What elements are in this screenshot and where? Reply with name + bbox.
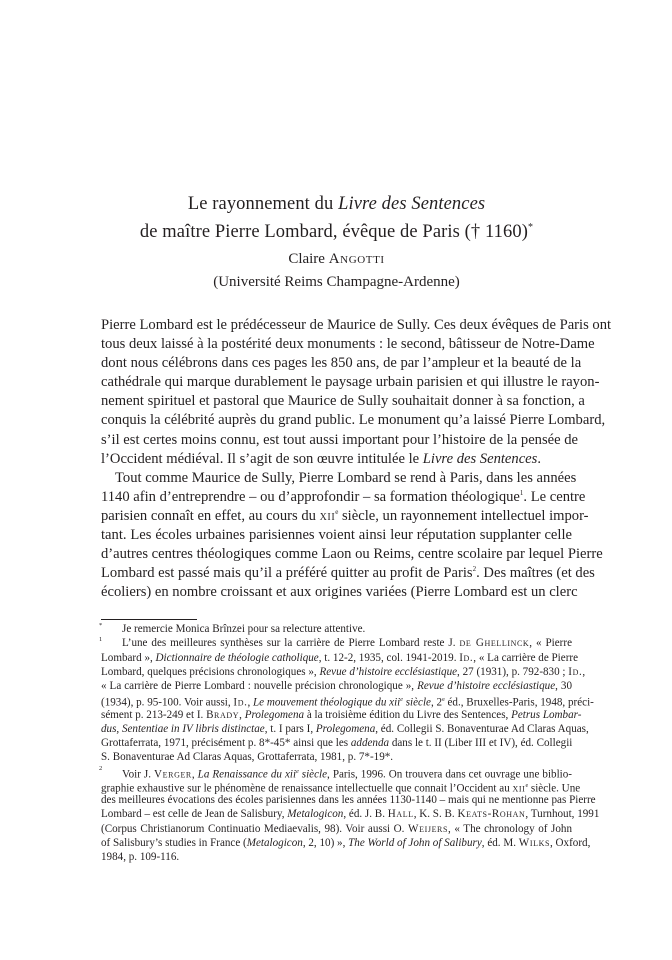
ibid: Id. (459, 651, 474, 664)
text: , 2 (430, 696, 443, 709)
footnote-ref-1[interactable]: 1 (519, 488, 524, 497)
footnote-mark: 2 (99, 764, 103, 772)
text: , 2, 10) », (302, 836, 349, 849)
text: , Turnhout, 1991 (525, 808, 600, 821)
italic-word: addenda (350, 737, 390, 749)
footnotes (99, 622, 600, 864)
text: L’une des meilleures synthèses sur la carrière de Pierre Lombard reste J. (122, 637, 460, 650)
century-numeral: xii (319, 507, 336, 524)
text: , (239, 708, 245, 721)
text: 1140 afin d’entreprendre – ou d’approfondir – sa formation théologique (101, 488, 520, 505)
italic-title: Dictionnaire de théologie catholique (155, 651, 319, 664)
body-line: écoliers) en nombre croissant et aux origines variées (Pierre Lombard est un clerc (101, 584, 578, 601)
text: , éd. J. B. (343, 808, 388, 821)
text: , éd. Collegii S. Bonaventurae Ad Claras Aquas, (375, 722, 589, 735)
footnote-2-line (101, 779, 581, 795)
title-line-1 (101, 192, 572, 216)
text: éd., Bruxelles-Paris, 1948, préci- (444, 696, 594, 709)
body-line: Pierre Lombard est le prédécesseur de Maurice de Sully. Ces deux évêques de Paris ont (101, 317, 612, 333)
text: . Le centre (523, 488, 586, 505)
text: dans le t. II (Liber III et IV), éd. Collegii (389, 737, 573, 749)
title-text: de maître Pierre Lombard, évêque de Paris († 1160) (139, 222, 528, 243)
footnote-2-line (101, 822, 572, 836)
text: Lombard – est celle de Jean de Salisbury, (101, 808, 288, 821)
body-line: d’autres centres théologiques comme Laon ou Reims, centre scolaire par lequel Pierre (101, 546, 603, 563)
footnote-2-line: 1984, p. 109-116. (101, 851, 180, 863)
body-line: dont nous célébrons dans ces pages les 850 ans, de par l’ampleur et la beauté de la (101, 355, 582, 372)
text: , Paris, 1996. On trouvera dans cet ouvrage une biblio- (327, 768, 572, 781)
footnote-mark: 1 (99, 636, 103, 644)
italic-title: siècle (402, 696, 431, 709)
footnote-1-line (101, 636, 572, 650)
body-line (101, 488, 586, 507)
text: , (582, 665, 586, 678)
text: , (247, 696, 253, 709)
text: Lombard », (101, 651, 156, 664)
superscript: e (335, 507, 339, 516)
text: Grottaferrata, 1971, précisément p. 8*-45* ainsi que les (101, 737, 351, 749)
text: , Oxford, (550, 836, 591, 849)
footnote-2-line (101, 807, 600, 821)
text: Voir J. (122, 768, 155, 781)
text: l’Occident médiéval. Il s’agit de son œuvre intitulée le (101, 450, 423, 467)
text: , t. 12-2, 1935, col. 1941-2019. (318, 651, 460, 664)
body-text (101, 316, 612, 602)
footnote-star (101, 622, 572, 636)
text: « La carrière de Pierre Lombard : nouvelle précision chronologique », (101, 680, 418, 692)
text: Je remercie Monica Brînzei pour sa relecture attentive. (122, 623, 366, 635)
editor-name: Hall (387, 808, 414, 821)
footnote-2-line: des meilleures évocations des écoles parisiennes dans les années 1130-1140 – mais qui ne mentionne pas Pierre (101, 794, 596, 806)
superscript: e (400, 697, 403, 704)
superscript: e (525, 782, 529, 789)
footnote-1-line (101, 708, 582, 722)
title-italic-work: Livre des Sentences (338, 194, 486, 214)
footnote-1-line (101, 679, 572, 693)
text: , (191, 768, 198, 781)
superscript: e (296, 768, 299, 775)
footnote-2-line (101, 765, 572, 779)
text: Lombard, quelques précisions chronologiques », (101, 665, 320, 678)
footnote-mark: * (99, 622, 103, 629)
ibid: Id. (568, 665, 583, 678)
text: (Corpus Christianorum Continuatio Mediaevalis, 98). Voir aussi O. (101, 822, 409, 835)
body-line: cathédrale qui marque durablement le paysage urbain parisien et qui illustre le rayon- (101, 374, 600, 391)
text: , « La carrière de Pierre (473, 651, 579, 664)
footnote-1-line (101, 651, 579, 665)
italic-title: Metalogicon (287, 808, 344, 821)
body-line: s’il est certes moins connu, est tout aussi important pour l’histoire de la pensée de (101, 431, 579, 448)
footnote-ref-2[interactable]: 2 (472, 565, 477, 574)
author-last-name: Angotti (328, 251, 385, 267)
author-name (101, 248, 572, 271)
text: . Des maîtres (et des (476, 565, 595, 582)
text: graphie exhaustive sur le phénomène de renaissance intellectuelle que connait l’Occident au (101, 782, 513, 795)
author-name: de Ghellinck (459, 637, 530, 650)
italic-title: siècle (298, 768, 328, 781)
text: , K. S. B. (413, 808, 458, 821)
text: . (537, 450, 541, 467)
article-title (101, 192, 572, 244)
century-numeral: xii (512, 782, 526, 795)
title-line-2 (101, 216, 572, 244)
body-line (101, 450, 572, 469)
text: parisien connaît en effet, au cours du (101, 507, 320, 524)
text: (1934), p. 95-100. Voir aussi, (101, 696, 234, 709)
author-name: Brady (206, 708, 240, 721)
text: , éd. M. (481, 836, 519, 849)
text: siècle, un rayonnement intellectuel impor- (338, 507, 589, 524)
italic-title: The World of John of Salibury (348, 836, 482, 849)
text: , « The chronology of John (448, 822, 572, 835)
italic-title: Le mouvement théologique du xii (253, 696, 401, 709)
footnote-1-line (101, 736, 572, 750)
text: , « Pierre (529, 637, 572, 650)
author-first-name: Claire (288, 251, 329, 267)
ibid: Id. (233, 696, 248, 709)
footnote-1-line (101, 693, 594, 709)
text: sément p. 213-249 et I. (101, 708, 207, 721)
text: Lombard est passé mais qu’il a préféré quitter au profit de Paris (101, 565, 473, 582)
author-name: Verger (154, 768, 192, 781)
italic-title: Revue d’histoire ecclésiastique (319, 665, 458, 678)
author-affiliation: (Université Reims Champagne-Ardenne) (213, 274, 460, 290)
editor-name: Keats-Rohan (457, 808, 526, 821)
body-line: nement spirituel et pastoral que Maurice de Sully souhaitait donner à sa fonction, a (101, 393, 585, 410)
text: of Salisbury’s studies in France ( (101, 836, 247, 849)
footnote-1-line (101, 722, 589, 736)
editor-name: Wilks (518, 836, 550, 849)
body-line: tous deux laissé à la postérité deux monuments : le second, bâtisseur de Notre-Dame (101, 336, 595, 353)
title-text: Le rayonnement du (187, 194, 339, 214)
italic-title: Petrus Lombar- (511, 708, 582, 721)
italic-title: dus, Sententiae in IV libris distinctae (101, 722, 265, 735)
text: , 30 (555, 680, 573, 692)
author-block (101, 248, 572, 294)
superscript: e (442, 697, 445, 704)
text: à la troisième édition du Livre des Sentences, (304, 708, 512, 721)
author-name: Weijers (408, 822, 449, 835)
body-line (101, 564, 595, 583)
footnote-2-line (101, 836, 591, 850)
italic-work-title: Livre des Sentences (422, 450, 538, 467)
italic-title: Revue d’histoire ecclésiastique (417, 680, 556, 692)
text: , 27 (1931), p. 792-830 ; (457, 665, 569, 678)
footnote-1-line (101, 665, 586, 679)
footnote-separator (101, 619, 197, 620)
body-line: Tout comme Maurice de Sully, Pierre Lombard se rend à Paris, dans les années (115, 469, 577, 486)
footnote-1-line: S. Bonaventurae Ad Claras Aquas, Grottaferrata, 1981, p. 7*-19*. (101, 751, 394, 764)
body-line: conquis la célébrité auprès du grand public. Le monument qu’a laissé Pierre Lombard, (101, 412, 606, 429)
body-line: tant. Les écoles urbaines parisiennes voient ainsi leur réputation supplanter celle (101, 527, 572, 544)
text: siècle. Une (528, 782, 581, 795)
text: , t. I pars I, (264, 722, 316, 735)
body-line (101, 507, 589, 526)
italic-title: Prolegomena (315, 722, 376, 735)
italic-title: Metalogicon (246, 836, 303, 849)
italic-title: La Renaissance du xii (197, 768, 297, 781)
title-footnote-mark[interactable]: * (527, 222, 534, 233)
italic-title: Prolegomena (244, 708, 305, 721)
